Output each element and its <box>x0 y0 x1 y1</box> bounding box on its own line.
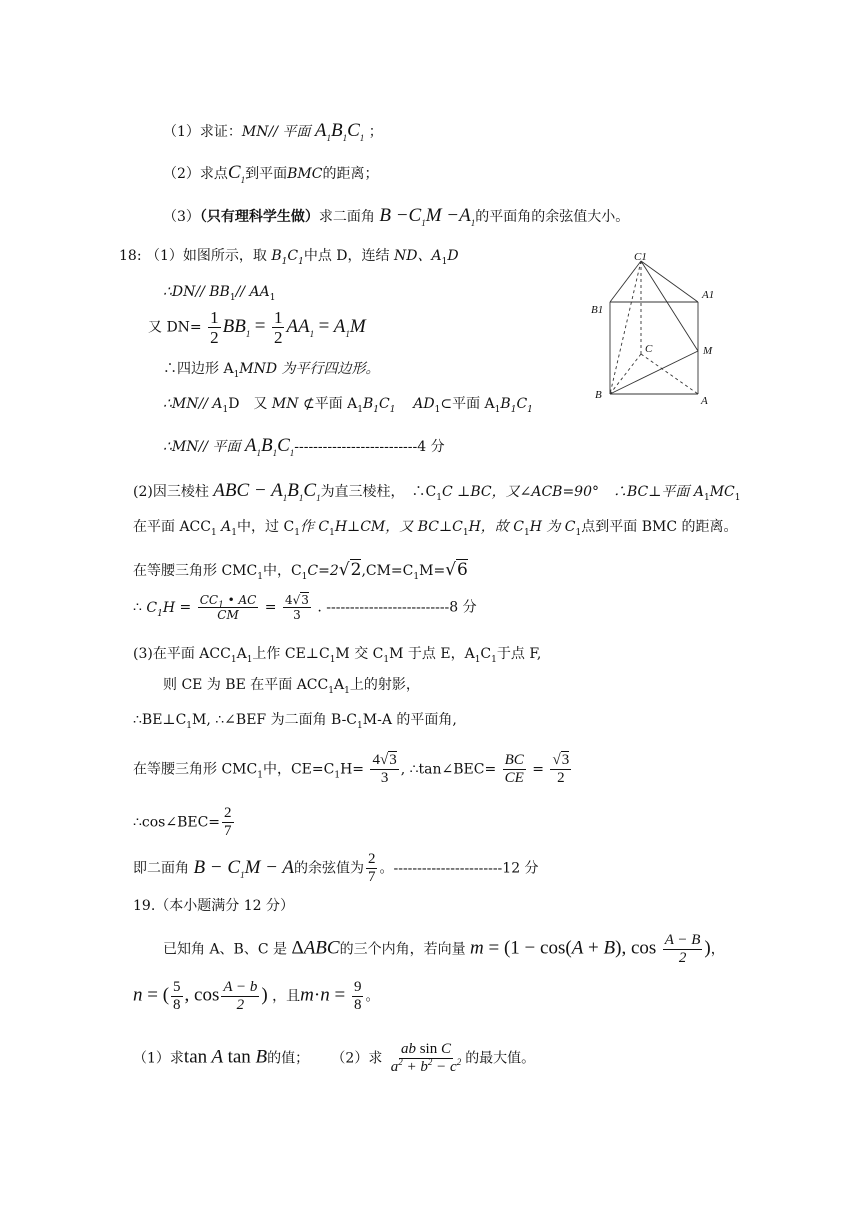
sol18-line16: 即二面角 $B - C_1M - A$的余弦值为 $\frac{2}{7}$ 。-----------------------12 分 <box>133 851 539 885</box>
sol18-line10: ∴ $C_1H$ = $\frac{CC_1 • AC}{CM}$ = $\frac{4√3}{3}$ . --------------------------8 分 <box>133 593 477 622</box>
sol18-line12: 则 CE 为 BE 在平面 $ACC_1A_1$上的射影， <box>163 677 420 696</box>
sol18-line5: ∴MN// $A_1D$ 又 MN ⊄平面 $A_1B_1C_1$ $AD_1\subset$平面 $A_1B_1C_1$ <box>163 396 533 415</box>
q17-part1: （1）求证：MN// 平面 $A_1B_1C_1$ ； <box>163 120 383 143</box>
label-C: C <box>645 343 653 355</box>
q19-line2: n = ( $\frac{5}{8}$ , cos $\frac{A - b}{2}$ ) ，且m·n = $\frac{9}{8}$ 。 <box>133 979 380 1013</box>
sol18-line7: (2)因三棱柱 ABC − $A_1B_1C_1$为直三棱柱， $\therefore C_1C$ ⊥BC，又∠ACB=90° ∴BC⊥平面 $A_1MC_1$ <box>133 480 741 503</box>
q17-part2: （2）求点$C_1$到平面BMC的距离； <box>163 162 379 185</box>
q19-line1: 已知角 A、B、C 是 ΔABC的三个内角，若向量 m = (1 − cos(A + B), cos $\frac{A - B}{2}$ )， <box>163 932 725 966</box>
prism-figure <box>585 250 725 408</box>
label-B1: B1 <box>591 304 604 316</box>
sol18-line15: ∴cos∠BEC= $\frac{2}{7}$ <box>133 805 232 839</box>
label-M: M <box>703 345 713 357</box>
label-A1: A1 <box>702 289 715 301</box>
q19-subparts: （1）求tan A tan B的值； （2）求 $\frac{\text{ab sin C}}{a^2 + b^2 - c^2}$ 的最大值。 <box>133 1041 536 1075</box>
label-A: A <box>701 395 708 407</box>
sol18-line4: ∴四边形 $A_1MND$ 为平行四边形。 <box>163 361 380 380</box>
sol18-line13: $\therefore BE\perp C_1M$, ∴∠BEF 为二面角 $B-C_1M-A$ 的平面角, <box>133 712 457 731</box>
sol18-line3: 又 DN= $\frac{1}{2}$ $BB_1$ = $\frac{1}{2}$ $AA_1 = A_1M$ <box>148 308 366 347</box>
sol18-line14: 在等腰三角形 $CMC_1$中，$CE=C_1H=$ $\frac{4√3}{3}$ , ∴tan∠BEC= $\frac{BC}{CE}$ = $\frac{√3}{2}$ <box>133 752 570 786</box>
sol18-line2: ∴DN// $BB_1//$ $AA_1$ <box>163 284 276 303</box>
label-B: B <box>595 389 602 401</box>
sol18-line8: 在平面 $ACC_1$ $A_1$中，过 $C_1$作 $C_1H\perp CM$，又 $BC\perp C_1H$，故 $C_1H$ 为 $C_1$点到平面 BMC 的距离。 <box>133 519 738 538</box>
sol18-line9: 在等腰三角形 $CMC_1$中，$C_1C=2√2,CM=C_1M=√6$ <box>133 560 468 582</box>
q17-part3: （3）（只有理科学生做）求二面角 $B -C_1M -A_1$的平面角的余弦值大小。 <box>163 205 630 228</box>
sol18-line1: 18: （1）如图所示，取 $B_1C_1$中点 D，连结 ND、$A_1D$ <box>119 248 459 267</box>
sol18-line6: ∴MN// 平面 $A_1B_1C_1--------------------------4$ 分 <box>163 435 445 458</box>
plane-A1B1C1: $A_1B_1C_1$ <box>314 120 365 143</box>
q19-heading: 19.（本小题满分 12 分） <box>133 898 294 914</box>
sol18-line11: (3)在平面 $ACC_1A_1$上作 $CE\perp C_1M$ 交 $C_1M$ 于点 E，$A_1C_1$于点 F, <box>133 646 542 665</box>
label-C1: C1 <box>634 251 647 263</box>
